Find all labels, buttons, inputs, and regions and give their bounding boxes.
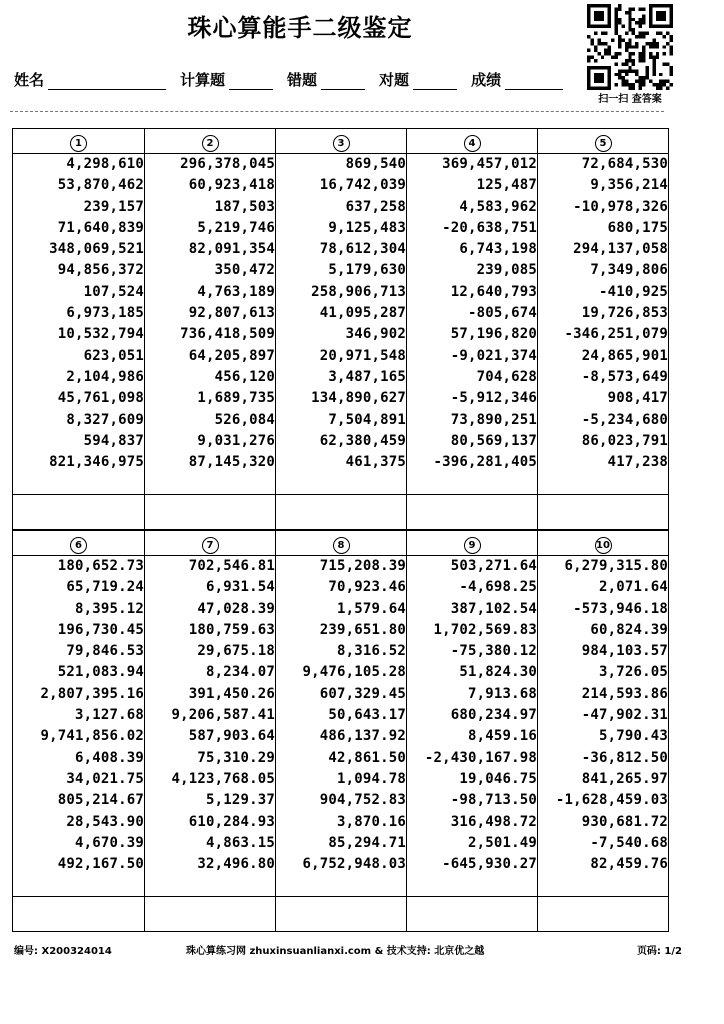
addend: 65,719.24 bbox=[66, 579, 144, 596]
addend: 821,346,975 bbox=[49, 454, 144, 471]
addend: 7,913.68 bbox=[467, 685, 537, 702]
addend: 1,689,735 bbox=[197, 390, 275, 407]
addend: 316,498.72 bbox=[450, 813, 537, 830]
addend: 4,670.39 bbox=[74, 834, 144, 851]
addend: 75,310.29 bbox=[197, 749, 275, 766]
addend: 702,546.81 bbox=[188, 558, 275, 574]
addend: 5,219,746 bbox=[197, 219, 275, 236]
addend: 134,890,627 bbox=[311, 390, 406, 407]
addend: 94,856,372 bbox=[57, 262, 144, 279]
addend: 86,023,791 bbox=[581, 432, 668, 449]
addend: 607,329.45 bbox=[319, 685, 406, 702]
problem-number: 6 bbox=[70, 537, 87, 554]
answer-cell[interactable] bbox=[145, 897, 276, 932]
addend: 239,157 bbox=[83, 198, 144, 215]
addend: -2,430,167.98 bbox=[424, 749, 537, 766]
addend: -573,946.18 bbox=[573, 600, 668, 617]
addend: 2,104,986 bbox=[66, 368, 144, 385]
problem-header bbox=[538, 129, 669, 154]
addend: 32,496.80 bbox=[197, 856, 275, 873]
addend: 7,349,806 bbox=[590, 262, 668, 279]
field-blank[interactable] bbox=[505, 73, 563, 90]
addend: 369,457,012 bbox=[442, 156, 537, 172]
problem-table-1 bbox=[12, 128, 669, 530]
addend: 4,863.15 bbox=[205, 834, 275, 851]
addend: -98,713.50 bbox=[450, 792, 537, 809]
addend: 51,824.30 bbox=[459, 664, 537, 681]
addend: 350,472 bbox=[214, 262, 275, 279]
addend: 296,378,045 bbox=[180, 156, 275, 172]
addend: 3,726.05 bbox=[598, 664, 668, 681]
field-blank[interactable] bbox=[229, 73, 273, 90]
addend: 461,375 bbox=[345, 454, 406, 471]
addend: 12,640,793 bbox=[450, 283, 537, 300]
addend: 704,628 bbox=[476, 368, 537, 385]
problem-header bbox=[145, 531, 276, 556]
addend: -5,912,346 bbox=[450, 390, 537, 407]
addend: 984,103.57 bbox=[581, 643, 668, 660]
addend: 71,640,839 bbox=[57, 219, 144, 236]
addend: 79,846.53 bbox=[66, 643, 144, 660]
addend: 8,459.16 bbox=[467, 728, 537, 745]
addend: 417,238 bbox=[607, 454, 668, 471]
addend: 28,543.90 bbox=[66, 813, 144, 830]
addend: -47,902.31 bbox=[581, 707, 668, 724]
page-title: 珠心算能手二级鉴定 bbox=[187, 14, 413, 42]
field-label: 计算题 bbox=[180, 71, 226, 89]
addend: 1,094.78 bbox=[336, 770, 406, 787]
addend: 4,763,189 bbox=[197, 283, 275, 300]
addend: 239,651.80 bbox=[319, 621, 406, 638]
addend: 60,923,418 bbox=[188, 177, 275, 194]
addend: 45,761,098 bbox=[57, 390, 144, 407]
addend: 20,971,548 bbox=[319, 347, 406, 364]
field-label: 成绩 bbox=[471, 71, 502, 89]
field-blank[interactable] bbox=[48, 73, 166, 90]
addend: 239,085 bbox=[476, 262, 537, 279]
addend: 346,902 bbox=[345, 326, 406, 343]
addend: 53,870,462 bbox=[57, 177, 144, 194]
addend: 587,903.64 bbox=[188, 728, 275, 745]
addend: 5,179,630 bbox=[328, 262, 406, 279]
addend: 610,284.93 bbox=[188, 813, 275, 830]
problem-number: 7 bbox=[202, 537, 219, 554]
addend: 107,524 bbox=[83, 283, 144, 300]
answer-cell[interactable] bbox=[13, 495, 145, 530]
problem-column bbox=[407, 556, 538, 897]
field-label: 姓名 bbox=[14, 71, 45, 89]
addend: 503,271.64 bbox=[450, 558, 537, 574]
field-blank[interactable] bbox=[321, 73, 365, 90]
answer-cell[interactable] bbox=[276, 897, 407, 932]
problem-number: 3 bbox=[333, 135, 350, 152]
addend: 904,752.83 bbox=[319, 792, 406, 809]
qr-code[interactable] bbox=[586, 4, 674, 90]
problem-column bbox=[13, 556, 145, 897]
problem-number: 5 bbox=[595, 135, 612, 152]
addend: 87,145,320 bbox=[188, 454, 275, 471]
addend: -4,698.25 bbox=[459, 579, 537, 596]
answer-cell[interactable] bbox=[145, 495, 276, 530]
addend: 180,759.63 bbox=[188, 621, 275, 638]
addend: 196,730.45 bbox=[57, 621, 144, 638]
problem-header bbox=[13, 531, 145, 556]
addend: -396,281,405 bbox=[433, 454, 537, 471]
addend: 42,861.50 bbox=[328, 749, 406, 766]
addend: 9,031,276 bbox=[197, 432, 275, 449]
addend: -75,380.12 bbox=[450, 643, 537, 660]
problem-column bbox=[407, 154, 538, 495]
field-label: 对题 bbox=[379, 71, 410, 89]
addend: 62,380,459 bbox=[319, 432, 406, 449]
addend: 6,973,185 bbox=[66, 305, 144, 322]
document-code: 编号: X200324014 bbox=[14, 946, 112, 957]
addend: 29,675.18 bbox=[197, 643, 275, 660]
page-number: 页码: 1/2 bbox=[636, 946, 682, 957]
addend: 2,071.64 bbox=[598, 579, 668, 596]
problem-table-2 bbox=[12, 530, 669, 932]
addend: 85,294.71 bbox=[328, 834, 406, 851]
addend: 294,137,058 bbox=[573, 241, 668, 258]
addend: 50,643.17 bbox=[328, 707, 406, 724]
addend: 16,742,039 bbox=[319, 177, 406, 194]
problem-number: 9 bbox=[464, 537, 481, 554]
problem-number: 4 bbox=[464, 135, 481, 152]
addend: 623,051 bbox=[83, 347, 144, 364]
problem-column bbox=[145, 154, 276, 495]
addend: 1,579.64 bbox=[336, 600, 406, 617]
addend: 6,743,198 bbox=[459, 241, 537, 258]
addend: -7,540.68 bbox=[590, 834, 668, 851]
problem-column bbox=[538, 154, 669, 495]
addend: 92,807,613 bbox=[188, 305, 275, 322]
addend: 930,681.72 bbox=[581, 813, 668, 830]
addend: 8,395.12 bbox=[74, 600, 144, 617]
addend: 24,865,901 bbox=[581, 347, 668, 364]
answer-cell[interactable] bbox=[407, 495, 538, 530]
addend: 348,069,521 bbox=[49, 241, 144, 258]
problem-header bbox=[145, 129, 276, 154]
addend: 9,125,483 bbox=[328, 219, 406, 236]
addend: 80,569,137 bbox=[450, 432, 537, 449]
addend: 9,476,105.28 bbox=[302, 664, 406, 681]
problem-header bbox=[13, 129, 145, 154]
addend: 73,890,251 bbox=[450, 411, 537, 428]
addend: 7,504,891 bbox=[328, 411, 406, 428]
addend: 637,258 bbox=[345, 198, 406, 215]
problem-column bbox=[538, 556, 669, 897]
addend: 70,923.46 bbox=[328, 579, 406, 596]
addend: 736,418,509 bbox=[180, 326, 275, 343]
addend: -346,251,079 bbox=[564, 326, 668, 343]
answer-cell[interactable] bbox=[538, 897, 669, 932]
addend: 57,196,820 bbox=[450, 326, 537, 343]
addend: -8,573,649 bbox=[581, 368, 668, 385]
addend: -645,930.27 bbox=[442, 856, 537, 873]
website-credit: 珠心算练习网 zhuxinsuanlianxi.com & 技术支持: 北京优之越 bbox=[186, 946, 485, 957]
field-label: 错题 bbox=[287, 71, 318, 89]
addend: 6,279,315.80 bbox=[564, 558, 668, 574]
answer-cell[interactable] bbox=[407, 897, 538, 932]
addend: 594,837 bbox=[83, 432, 144, 449]
addend: 2,807,395.16 bbox=[40, 685, 144, 702]
addend: 9,206,587.41 bbox=[171, 707, 275, 724]
problem-column bbox=[13, 154, 145, 495]
addend: 2,501.49 bbox=[467, 834, 537, 851]
problem-number: 10 bbox=[595, 537, 612, 554]
addend: 41,095,287 bbox=[319, 305, 406, 322]
addend: -1,628,459.03 bbox=[555, 792, 668, 809]
addend: 715,208.39 bbox=[319, 558, 406, 574]
addend: 47,028.39 bbox=[197, 600, 275, 617]
addend: 8,316.52 bbox=[336, 643, 406, 660]
addend: 805,214.67 bbox=[57, 792, 144, 809]
addend: 6,931.54 bbox=[205, 579, 275, 596]
addend: 680,175 bbox=[607, 219, 668, 236]
addend: -410,925 bbox=[598, 283, 668, 300]
addend: 9,356,214 bbox=[590, 177, 668, 194]
problem-header bbox=[276, 531, 407, 556]
addend: 34,021.75 bbox=[66, 770, 144, 787]
addend: 4,123,768.05 bbox=[171, 770, 275, 787]
addend: 3,127.68 bbox=[74, 707, 144, 724]
addend: 4,583,962 bbox=[459, 198, 537, 215]
problem-column bbox=[276, 154, 407, 495]
addend: 180,652.73 bbox=[57, 558, 144, 574]
addend: -36,812.50 bbox=[581, 749, 668, 766]
addend: 1,702,569.83 bbox=[433, 621, 537, 638]
addend: 10,532,794 bbox=[57, 326, 144, 343]
addend: 3,870.16 bbox=[336, 813, 406, 830]
addend: 214,593.86 bbox=[581, 685, 668, 702]
addend: -5,234,680 bbox=[581, 411, 668, 428]
addend: 5,129.37 bbox=[205, 792, 275, 809]
cut-line bbox=[10, 111, 664, 112]
addend: 486,137.92 bbox=[319, 728, 406, 745]
field-blank[interactable] bbox=[413, 73, 457, 90]
addend: -20,638,751 bbox=[442, 219, 537, 236]
addend: 82,459.76 bbox=[590, 856, 668, 873]
addend: 4,298,610 bbox=[66, 156, 144, 172]
addend: 680,234.97 bbox=[450, 707, 537, 724]
addend: 387,102.54 bbox=[450, 600, 537, 617]
addend: 9,741,856.02 bbox=[40, 728, 144, 745]
problem-header bbox=[407, 129, 538, 154]
addend: 456,120 bbox=[214, 368, 275, 385]
answer-cell[interactable] bbox=[276, 495, 407, 530]
addend: 391,450.26 bbox=[188, 685, 275, 702]
addend: 492,167.50 bbox=[57, 856, 144, 873]
problem-number: 8 bbox=[333, 537, 350, 554]
addend: 869,540 bbox=[345, 156, 406, 172]
problem-header bbox=[276, 129, 407, 154]
addend: 82,091,354 bbox=[188, 241, 275, 258]
addend: -9,021,374 bbox=[450, 347, 537, 364]
addend: 125,487 bbox=[476, 177, 537, 194]
problem-header bbox=[407, 531, 538, 556]
answer-cell[interactable] bbox=[13, 897, 145, 932]
qr-label: 扫一扫 查答案 bbox=[598, 94, 662, 105]
addend: -805,674 bbox=[467, 305, 537, 322]
problem-header bbox=[538, 531, 669, 556]
addend: 78,612,304 bbox=[319, 241, 406, 258]
addend: 258,906,713 bbox=[311, 283, 406, 300]
addend: 19,726,853 bbox=[581, 305, 668, 322]
addend: 6,408.39 bbox=[74, 749, 144, 766]
addend: 908,417 bbox=[607, 390, 668, 407]
addend: 64,205,897 bbox=[188, 347, 275, 364]
addend: 8,327,609 bbox=[66, 411, 144, 428]
addend: 3,487,165 bbox=[328, 368, 406, 385]
problem-column bbox=[276, 556, 407, 897]
addend: 6,752,948.03 bbox=[302, 856, 406, 873]
addend: 8,234.07 bbox=[205, 664, 275, 681]
addend: 841,265.97 bbox=[581, 770, 668, 787]
problem-number: 1 bbox=[70, 135, 87, 152]
addend: 72,684,530 bbox=[581, 156, 668, 172]
addend: 187,503 bbox=[214, 198, 275, 215]
addend: 60,824.39 bbox=[590, 621, 668, 638]
addend: 5,790.43 bbox=[598, 728, 668, 745]
student-info-fields bbox=[14, 68, 577, 90]
addend: 19,046.75 bbox=[459, 770, 537, 787]
addend: 526,084 bbox=[214, 411, 275, 428]
addend: -10,978,326 bbox=[573, 198, 668, 215]
answer-cell[interactable] bbox=[538, 495, 669, 530]
addend: 521,083.94 bbox=[57, 664, 144, 681]
problem-number: 2 bbox=[202, 135, 219, 152]
problem-column bbox=[145, 556, 276, 897]
